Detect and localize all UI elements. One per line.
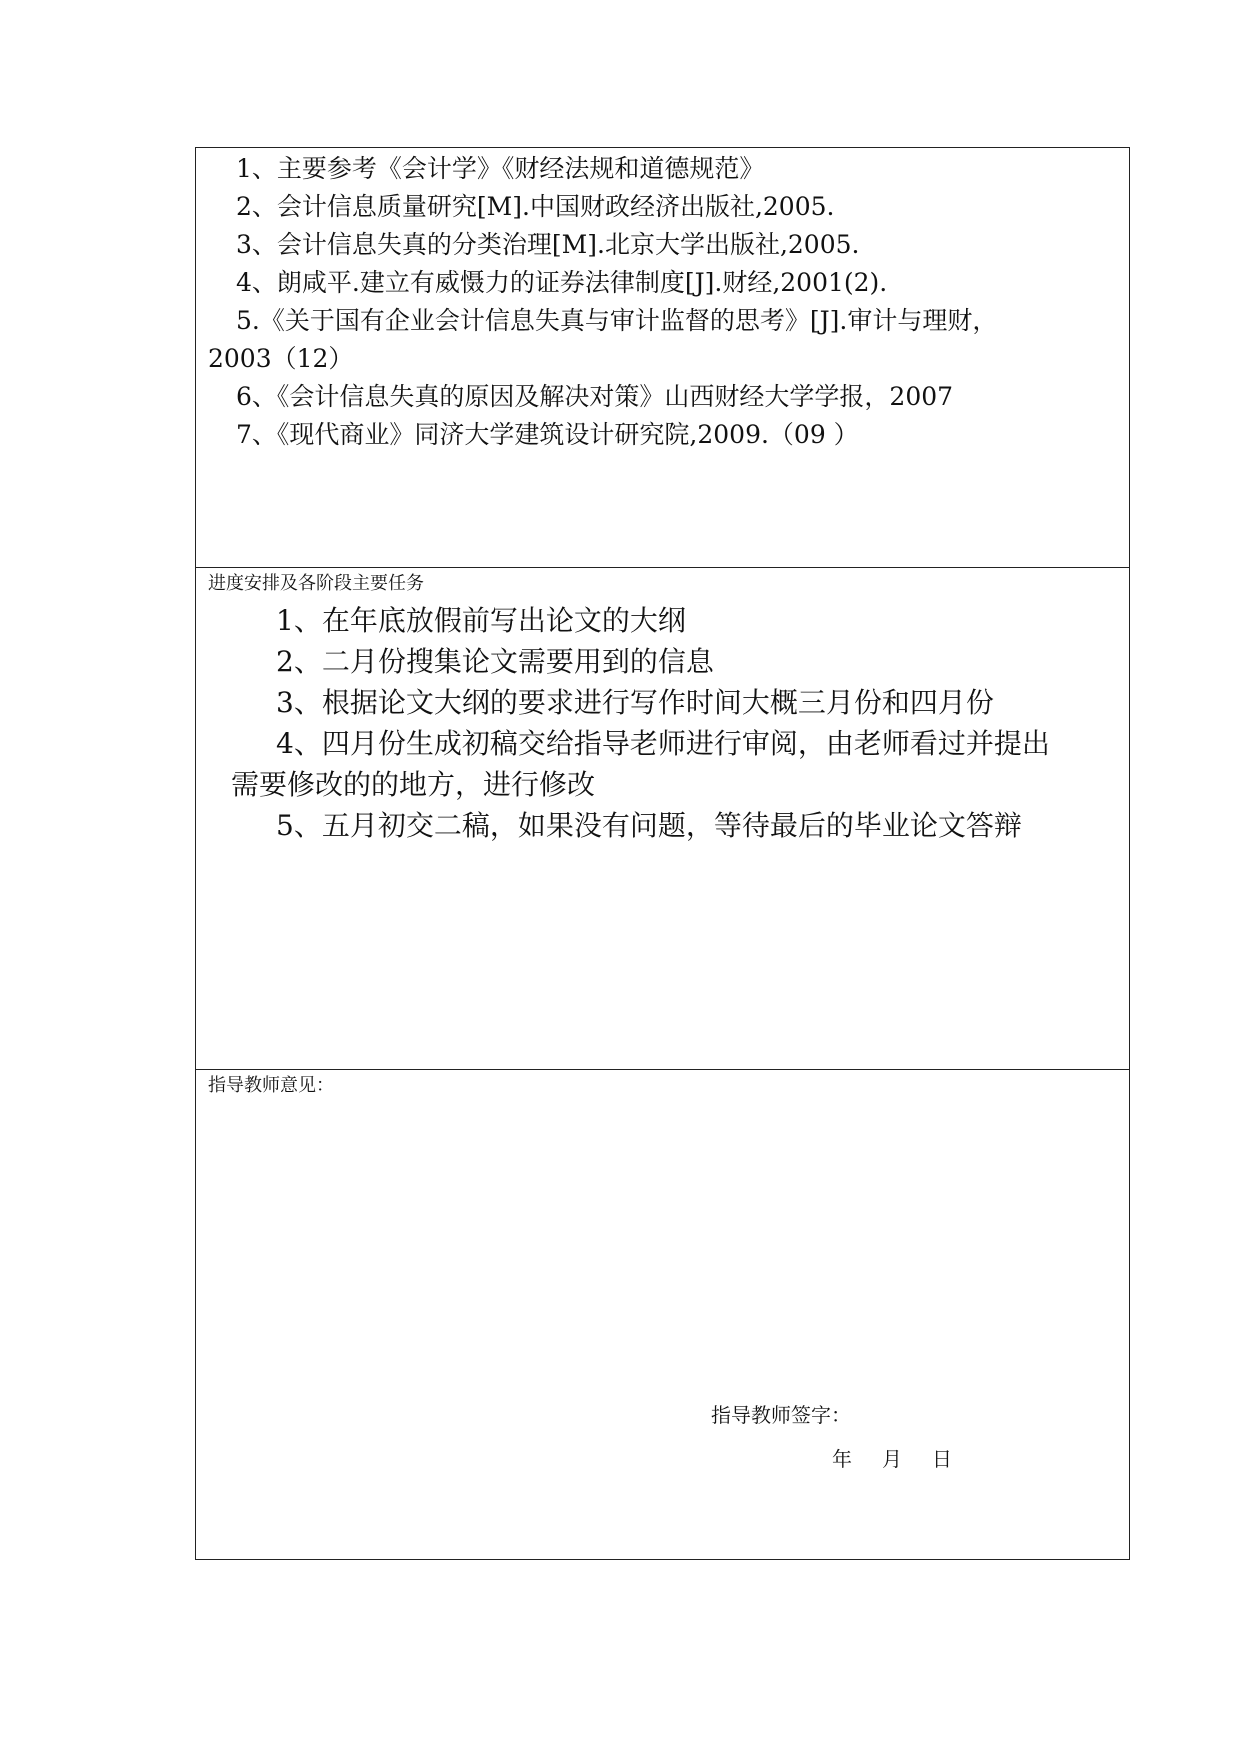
advisor-signature-label: 指导教师签字：: [711, 1403, 851, 1427]
reference-item: 1、主要参考《会计学》《财经法规和道德规范》: [236, 154, 765, 183]
reference-item: 7、《现代商业》同济大学建筑设计研究院,2009.（09 ）: [236, 420, 859, 449]
reference-item: 3、会计信息失真的分类治理[M].北京大学出版社,2005.: [236, 230, 860, 259]
date-month-label: 月: [882, 1447, 902, 1471]
signature-date: [832, 1446, 952, 1472]
task-item-continuation: 需要修改的的地方，进行修改: [231, 768, 596, 801]
task-item: 4、四月份生成初稿交给指导老师进行审阅，由老师看过并提出: [276, 727, 1050, 760]
reference-item: 2、会计信息质量研究[M].中国财政经济出版社,2005.: [236, 192, 835, 221]
reference-item: 5.《关于国有企业会计信息失真与审计监督的思考》[J].审计与理财，: [236, 306, 998, 335]
date-day-label: 日: [932, 1447, 952, 1471]
proposal-form-table: [195, 147, 1130, 1560]
references-section: [196, 148, 1129, 568]
task-item: 1、在年底放假前写出论文的大纲: [276, 604, 686, 637]
task-item: 5、五月初交二稿，如果没有问题，等待最后的毕业论文答辩: [276, 809, 1022, 842]
task-item: 2、二月份搜集论文需要用到的信息: [276, 645, 714, 678]
schedule-heading: 进度安排及各阶段主要任务: [208, 573, 424, 594]
advisor-opinion-section: [196, 1070, 1129, 1559]
reference-list: [196, 150, 1126, 454]
reference-item: 6、《会计信息失真的原因及解决对策》山西财经大学学报，2007: [236, 382, 954, 411]
advisor-opinion-heading: 指导教师意见：: [208, 1075, 334, 1096]
schedule-task-list: [196, 600, 1128, 846]
task-item: 3、根据论文大纲的要求进行写作时间大概三月份和四月份: [276, 686, 994, 719]
date-year-label: 年: [832, 1447, 852, 1471]
schedule-section: [196, 568, 1129, 1070]
reference-item: 4、朗咸平.建立有威慑力的证券法律制度[J].财经,2001(2).: [236, 268, 888, 297]
reference-item-continuation: 2003（12）: [208, 344, 354, 373]
